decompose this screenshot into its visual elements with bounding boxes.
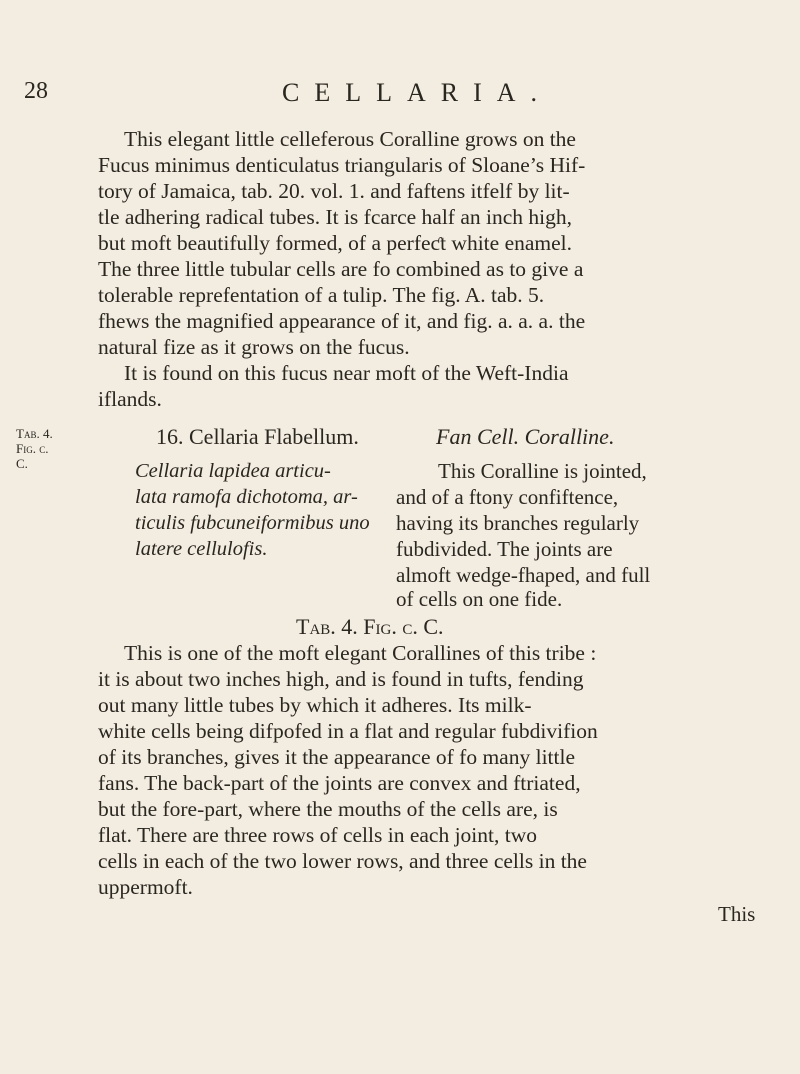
running-title: CELLARIA. xyxy=(282,78,553,107)
body-line: of its branches, gives it the appearance of fo many little xyxy=(98,745,576,769)
catchword: This xyxy=(718,902,756,926)
description-line: This Coralline is jointed, xyxy=(438,459,647,483)
body-line: but the fore-part, where the mouths of the cells are, is xyxy=(98,797,558,821)
intro-line: The three little tubular cells are fo combined as to give a xyxy=(98,257,584,281)
species-common-name: Fan Cell. Coralline. xyxy=(436,424,615,449)
intro-line: It is found on this fucus near moft of the Weft-India xyxy=(124,361,569,385)
intro-line: iflands. xyxy=(98,387,162,411)
body-line: fans. The back-part of the joints are convex and ftriated, xyxy=(98,771,581,795)
page-number: 28 xyxy=(24,78,48,104)
description-line: almoft wedge-fhaped, and full xyxy=(396,563,651,587)
intro-line: fhews the magnified appearance of it, and fig. a. a. a. the xyxy=(98,309,586,333)
intro-line: This elegant little celleferous Coralline grows on the xyxy=(124,127,576,151)
species-heading: 16. Cellaria Flabellum. xyxy=(156,424,359,449)
intro-line: tle adhering radical tubes. It is fcarce half an inch high, xyxy=(98,205,572,229)
intro-line: but moft beautifully formed, of a perfeƈt white enamel. xyxy=(98,231,573,255)
description-line: of cells on one fide. xyxy=(396,587,563,611)
latin-line: lata ramofa dichotoma, ar- xyxy=(135,486,358,508)
intro-line: natural fize as it grows on the fucus. xyxy=(98,335,410,359)
description-line: and of a ftony confiftence, xyxy=(396,485,619,509)
body-line: uppermoft. xyxy=(98,875,193,899)
description-line: having its branches regularly xyxy=(396,511,640,535)
latin-line: ticulis fubcuneiformibus uno xyxy=(135,512,370,534)
intro-line: Fucus minimus denticulatus triangularis of Sloane’s Hif- xyxy=(98,153,586,177)
latin-line: Cellaria lapidea articu- xyxy=(135,460,331,482)
intro-line: tolerable reprefentation of a tulip. The fig. A. tab. 5. xyxy=(98,283,545,307)
body-line: This is one of the moft elegant Corallines of this tribe : xyxy=(124,641,597,665)
margin-note-line: C. xyxy=(16,456,28,471)
body-line: it is about two inches high, and is found in tufts, fending xyxy=(98,667,584,691)
body-line: out many little tubes by which it adheres. Its milk- xyxy=(98,693,532,717)
intro-line: tory of Jamaica, tab. 20. vol. 1. and faftens itfelf by lit- xyxy=(98,179,570,203)
margin-note-line: Fig. c. xyxy=(16,441,49,456)
body-line: flat. There are three rows of cells in each joint, two xyxy=(98,823,537,847)
margin-note-line: Tab. 4. xyxy=(16,426,53,441)
body-line: white cells being difpofed in a flat and regular fubdivifion xyxy=(98,719,598,743)
body-line: cells in each of the two lower rows, and three cells in the xyxy=(98,849,587,873)
tab-reference: Tab. 4. Fig. c. C. xyxy=(296,614,444,639)
description-line: fubdivided. The joints are xyxy=(396,537,613,561)
latin-line: latere cellulofis. xyxy=(135,538,268,560)
